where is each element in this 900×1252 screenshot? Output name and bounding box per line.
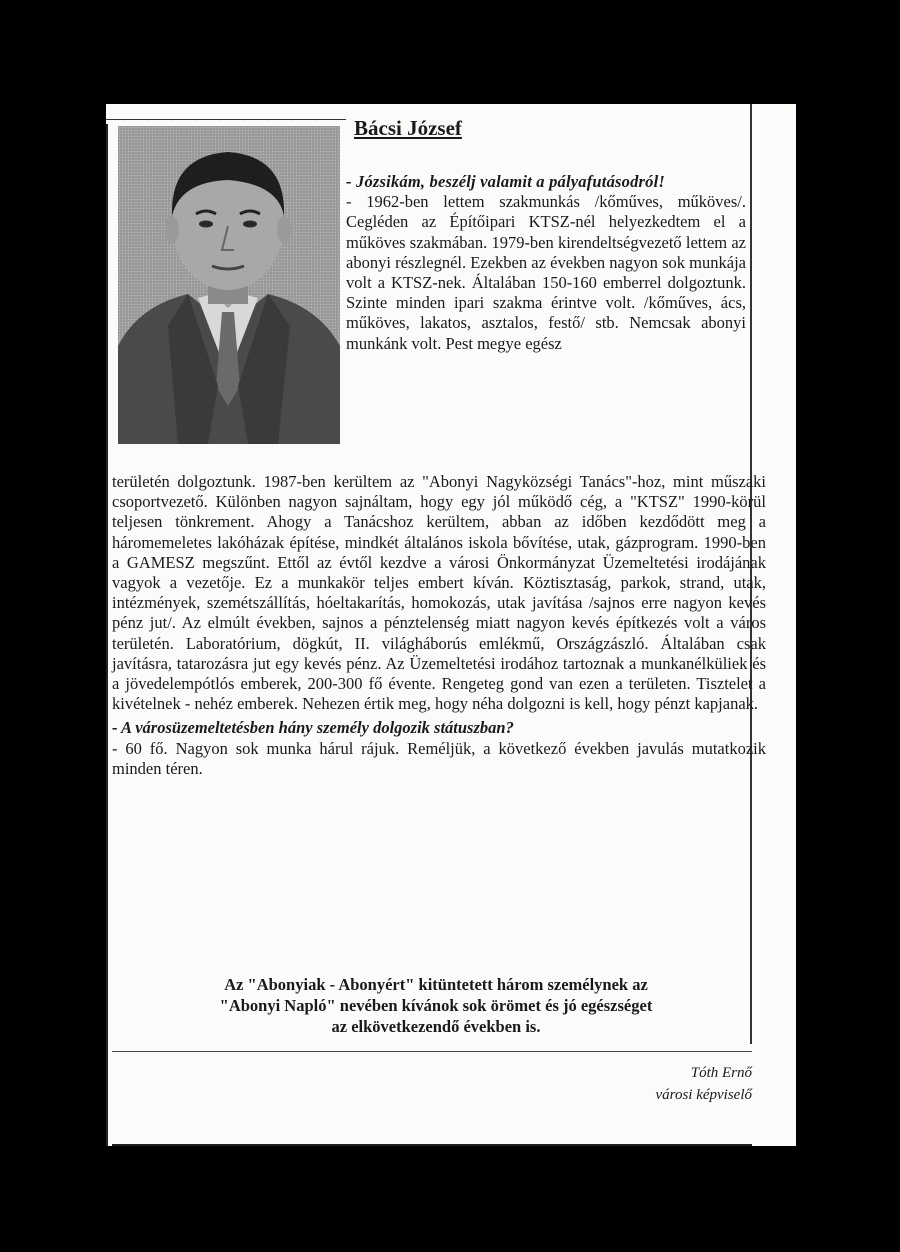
signature-name: Tóth Ernő <box>690 1065 752 1081</box>
newspaper-page <box>106 104 796 1146</box>
body-paragraph: területén dolgoztunk. 1987-ben kerültem az "Abonyi Nagyközségi Tanács"-hoz, mint műszaki csoportvezető. Különben nagyon sajnáltam, hogy egy jól működő cég, a "KTSZ" 1990-körül teljesen tönkrement. Ahogy a Tanácshoz kerültem, abban az időben kezdődött meg a háromemeletes lakóházak építése, mindkét általános iskola bővítése, utak, gázprogram. 1990-ben a GAMESZ megszűnt. Ettől az évtől kezdve a városi Önkormányzat Üzemeltetési irodájának vagyok a vezetője. Ez a munkakör teljes embert kíván. Köztisztaság, parkok, strand, utak, intézmények, szemétszállítás, hóeltakarítás, homokozás, utak javítása /sajnos erre nagyon kevés pénz jut/. Az elmúlt években, sajnos a pénztelenség miatt nagyon kevés építkezés volt a város területén. Laboratórium, dögkút, II. világháborús emlékmű, Országzászló. Általában csak javításra, tatarozásra jut egy kevés pénz. Az Üzemeltetési irodához tartoznak a munkanélküliek és a jövedelempótlós emberek, 200-300 fő évente. Rengeteg gond van ezen a területen. Tisztelet a kivételnek - nehéz emberek. Nehezen értik meg, hogy néha dolgozni is kell, hogy pénzt kapjanak. <box>112 472 766 714</box>
award-line-3: az elkövetkezendő években is. <box>331 1017 541 1036</box>
top-rule <box>106 119 346 120</box>
portrait-photo <box>118 126 340 444</box>
award-message <box>126 974 746 1037</box>
article-body <box>112 472 766 779</box>
signature <box>656 1062 753 1106</box>
interview-question-2: - A városüzemeltetésben hány személy dolgozik státuszban? <box>112 718 514 738</box>
intro-column <box>346 172 746 354</box>
award-line-2: "Abonyi Napló" nevében kívánok sok örömet és jó egészséget <box>219 996 653 1015</box>
portrait-illustration <box>118 126 340 444</box>
award-line-1: Az "Abonyiak - Abonyért" kitüntetett három személynek az <box>224 975 648 994</box>
bottom-border-rule <box>112 1144 752 1146</box>
intro-paragraph: - 1962-ben lettem szakmunkás /kőműves, műköves/. Cegléden az Építőipari KTSZ-nél helyezkedtem el a műköves szakmában. 1979-ben kirendeltségvezető lettem az abonyi részlegnél. Ezekben az években nagyon sok munkája volt a KTSZ-nek. Általában 150-160 emberrel dolgoztunk. Szinte minden ipari szakma érintve volt. /kőműves, ács, műköves, lakatos, asztalos, festő/ stb. Nemcsak abonyi munkánk volt. Pest megye egész <box>346 192 746 353</box>
section-rule <box>112 1051 752 1052</box>
interview-question-1: - Józsikám, beszélj valamit a pályafutásodról! <box>346 172 666 191</box>
article-title: Bácsi József <box>354 116 462 140</box>
left-border-rule <box>106 124 108 1146</box>
answer-paragraph: - 60 fő. Nagyon sok munka hárul rájuk. Reméljük, a következő években javulás mutatkozik minden téren. <box>112 738 766 778</box>
signature-title: városi képviselő <box>655 1087 752 1103</box>
